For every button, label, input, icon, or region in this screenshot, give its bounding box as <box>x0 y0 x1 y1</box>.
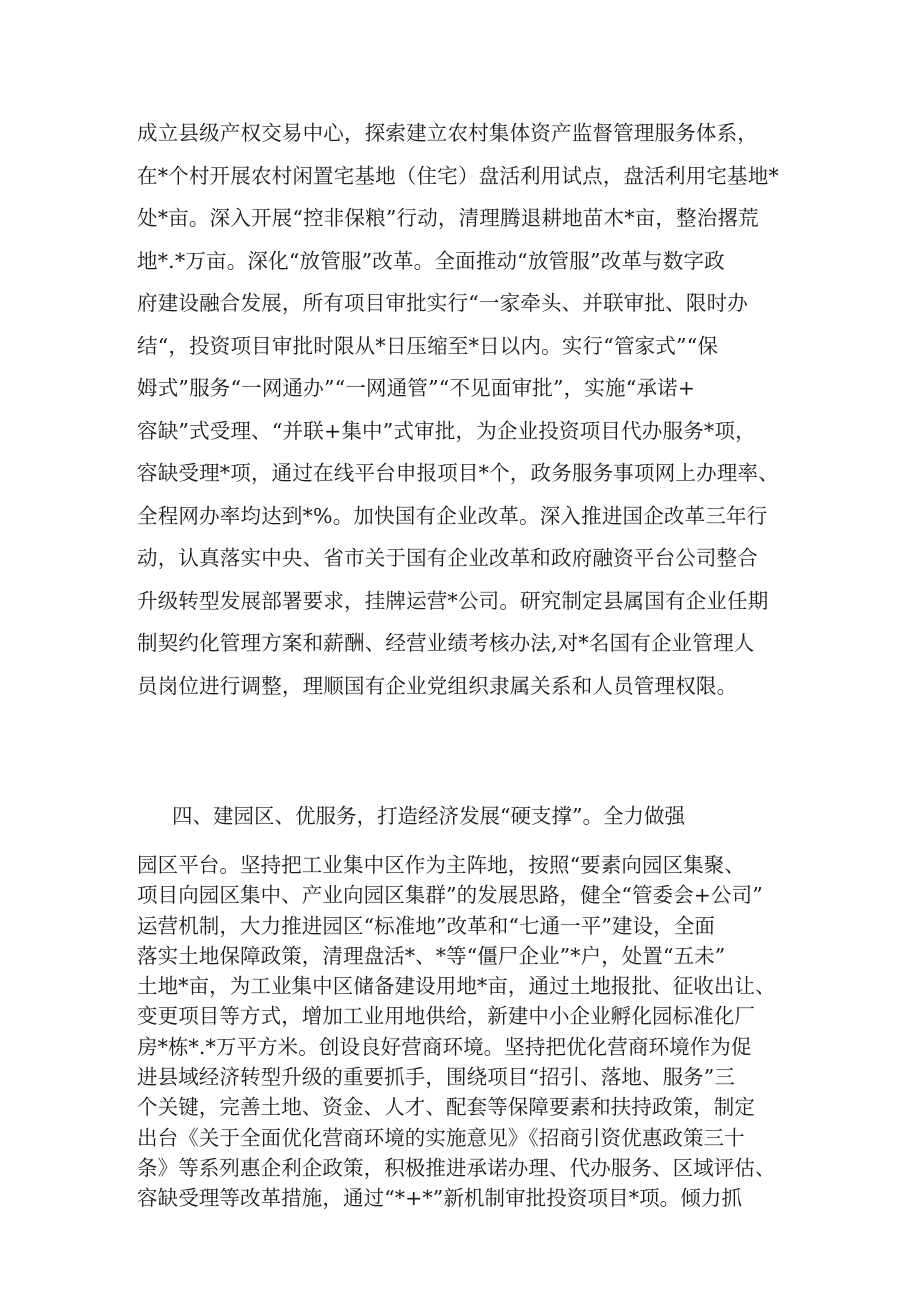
text-line: 升级转型发展部署要求，挂牌运营*公司。研究制定县属国有企业任期 <box>137 588 769 613</box>
text-line: 变更项目等方式，增加工业用地供给，新建中小企业孵化园标准化厂 <box>137 1004 755 1029</box>
text-line: 动，认真落实中央、省市关于国有企业改革和政府融资平台公司整合 <box>137 546 758 570</box>
text-line: 处*亩。深入开展“控非保粮”行动，清理腾退耕地苗木*亩，整治撂荒 <box>137 206 759 230</box>
section-heading: 四、建园区、优服务，打造经济发展“硬支撑”。全力做强 <box>172 804 685 828</box>
text-line: 房*栋*.*万平方米。创设良好营商环境。坚持把优化营商环境作为促 <box>137 1034 752 1059</box>
text-line: 在*个村开展农村闲置宅基地（住宅）盘活利用试点，盘活利用宅基地* <box>137 163 779 188</box>
text-line: 出台《关于全面优化营商环境的实施意见》《招商引资优惠政策三十 <box>137 1125 745 1150</box>
text-line: 园区平台。坚持把工业集中区作为主阵地，按照“要素向园区集聚、 <box>137 853 745 877</box>
text-line: 进县域经济转型升级的重要抓手，围绕项目“招引、落地、服务”三 <box>137 1065 735 1090</box>
paragraph-rural-and-reform <box>137 112 797 707</box>
text-line: 制契约化管理方案和薪酬、经营业绩考核办法,对*名国有企业管理人 <box>137 631 755 655</box>
text-line: 条》等系列惠企利企政策，积极推进承诺办理、代办服务、区域评估、 <box>137 1155 776 1180</box>
text-line: 落实土地保障政策，清理盘活*、*等“僵尸企业”*户，处置“五未” <box>137 943 726 968</box>
text-line: 员岗位进行调整，理顺国有企业党组织隶属关系和人员管理权限。 <box>137 673 738 698</box>
text-line: 项目向园区集中、产业向园区集群”的发展思路，健全“管委会+公司” <box>137 883 763 908</box>
text-line: 结“，投资项目审批时限从*日压缩至*日以内。实行“管家式”“保 <box>137 333 719 358</box>
text-line: 府建设融合发展，所有项目审批实行“一家牵头、并联审批、限时办 <box>137 291 748 315</box>
text-line: 全程网办率均达到*%。加快国有企业改革。深入推进国企改革三年行 <box>137 503 768 528</box>
text-line: 容缺受理*项，通过在线平台申报项目*个，政务服务事项网上办理率、 <box>137 461 779 485</box>
text-line: 个关键，完善土地、资金、人才、配套等保障要素和扶持政策，制定 <box>137 1095 755 1120</box>
text-line: 姆式”服务“一网通办”“一网通管”“不见面审批”，实施“承诺+ <box>137 376 696 400</box>
text-line: 运营机制，大力推进园区“标准地”改革和“七通一平”建设，全面 <box>137 913 715 938</box>
text-line: 成立县级产权交易中心，探索建立农村集体资产监督管理服务体系， <box>137 121 758 145</box>
text-line: 土地*亩，为工业集中区储备建设用地*亩，通过土地报批、征收出让、 <box>137 974 776 999</box>
text-line: 容缺受理等改革措施，通过“*+*”新机制审批投资项目*项。倾力抓 <box>137 1186 743 1211</box>
paragraph-industrial-park <box>137 850 797 1214</box>
text-line: 地*.*万亩。深化“放管服”改革。全面推动“放管服”改革与数字政 <box>137 248 725 273</box>
text-line: 容缺”式受理、“并联+集中”式审批，为企业投资项目代办服务*项， <box>137 418 756 443</box>
